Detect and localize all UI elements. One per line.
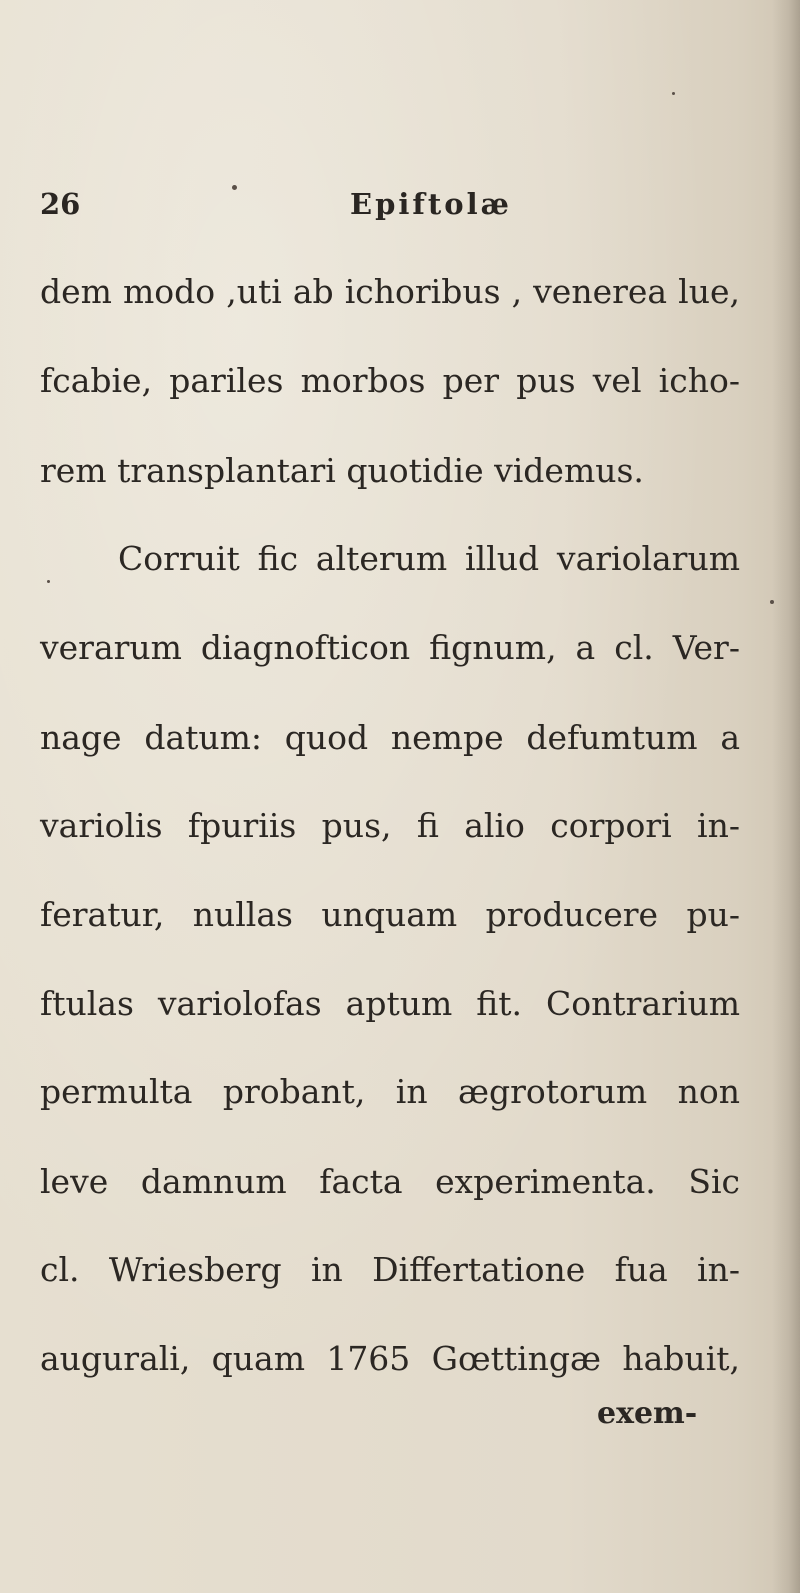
ink-speck [770,600,774,604]
ink-speck [672,92,675,95]
text-line: cl. Wriesberg in Differtatione fua in- [40,1250,740,1289]
text-line: fcabie, pariles morbos per pus vel icho- [40,361,740,400]
ink-speck [47,580,50,583]
text-line: rem transplantari quotidie videmus. [40,451,644,490]
running-title: Epiftolæ [350,187,512,221]
page-number: 26 [40,187,81,221]
ink-speck [232,185,237,190]
text-line: dem modo ,uti ab ichoribus , venerea lue, [40,272,740,311]
text-line: variolis fpuriis pus, fi alio corpori in- [40,806,740,845]
text-line: ftulas variolofas aptum fit. Contrarium [40,984,740,1023]
text-line: Corruit fic alterum illud variolarum [118,539,740,578]
text-line: verarum diagnofticon fignum, a cl. Ver- [40,628,740,667]
catchword: exem- [597,1396,698,1431]
text-line: leve damnum facta experimenta. Sic [40,1162,740,1201]
text-line: feratur, nullas unquam producere pu- [40,895,740,934]
text-line: permulta probant, in ægrotorum non [40,1072,740,1111]
text-line: nage datum: quod nempe defumtum a [40,718,740,757]
text-line: augurali, quam 1765 Gœttingæ habuit, [40,1339,740,1378]
